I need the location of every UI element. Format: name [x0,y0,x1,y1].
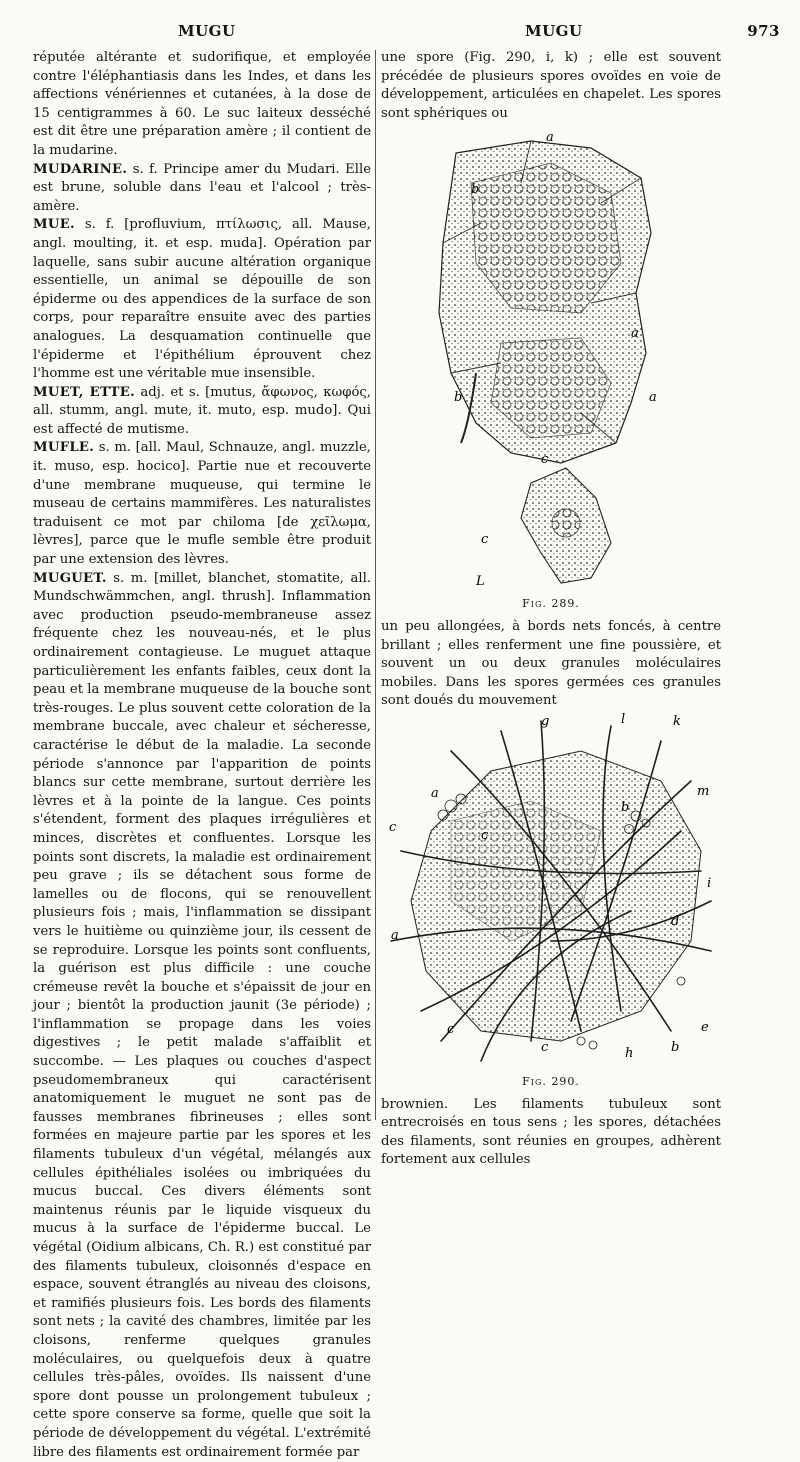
figure-289-illustration [381,123,721,593]
entry-mue [33,216,371,383]
left-column [33,49,371,1462]
headword: MUE. [33,217,75,233]
running-header-left: MUGU [178,22,236,40]
label-b: b [471,182,480,198]
figure-289 [381,123,721,614]
label-a: a [431,785,439,801]
label-L: L [476,574,485,590]
figure-290-caption: Fig. 290. [522,1074,580,1088]
figure-289-caption: Fig. 289. [522,597,580,611]
definition: s. f. [profluvium, πτίλωσις, all. Mause, angl. moulting, it. et esp. muda]. Opération par laquelle, sans subir aucune altération organique essentielle, un animal se dépouille de son épiderme ou des appendices de la surface de son corps, pour reparaître ensuite avec des parties analogues. La desquamation continuelle que l'épiderme et l'épithélium éprouvent chez l'homme est une véritable mue insensible. [33,217,371,382]
label-a: a [631,326,639,342]
paragraph-bottom: brownien. Les filaments tubuleux sont entrecroisés en tous sens ; les spores, détachées des filaments, sont réunies en groupes, adhèrent fortement aux cellules [381,1096,721,1168]
label-k: k [673,713,681,729]
headword: MUDARINE. [33,161,128,177]
label-a: a [546,130,554,146]
definition: s. f. Principe amer du Mudari. Elle est brune, soluble dans l'eau et l'alcool ; très-amère. [33,161,371,214]
continuation-paragraph: réputée altérante et sudorifique, et employée contre l'éléphantiasis dans les Indes, et dans les affections vénériennes et cutanées, à la dose de 15 centigrammes à 60. Le suc laiteux desséché est dit être une préparation amère ; il contient de la mudarine. [33,50,371,158]
definition: s. m. [millet, blanchet, stomatite, all. Mundschwämmchen, angl. thrush]. Inflammation avec production pseudo-membraneuse assez fréquente chez les nouveau-nés, et le plus ordinairement contagieuse. Le muguet attaque particulièrement les enfants faibles, ceux dont la peau et la membrane muqueuse de la bouche sont très-rouges. Le plus souvent cette coloration de la membrane buccale, avec chaleur et sécheresse, caractérise le début de la maladie. La seconde période s'annonce par l'apparition de points blancs sur cette membrane, surtout derrière les lèvres et à la pointe de la langue. Ces points s'étendent, forment des plaques irrégulières et minces, discrètes et confluentes. Lorsque les points sont discrets, la maladie est ordinairement peu grave ; ils se détachent sous forme de lamelles ou de flocons, qui se renouvellent plusieurs fois ; mais, l'inflammation se dissipant vers le huitième ou quinzième jour, ils cessent de se reproduire. Lorsque les points sont confluents, la guérison est plus difficile : une couche crémeuse revêt la bouche et s'épaissit de jour en jour ; bientôt la production jaunit (3e période) ; l'inflammation se propage dans les voies digestives ; le petit malade s'affaiblit et succombe. — Les plaques ou couches d'aspect pseudomembraneux qui caractérisent anatomiquement le muguet ne sont pas de fausses membranes fibrineuses ; elles sont formées en majeure partie par les spores et les filaments tubuleux d'un végétal, mélangés aux cellules épithéliales isolées ou imbriquées du mucus buccal. Ces divers éléments sont maintenus réunis par le liquide visqueux du mucus à la surface de l'épiderme buccal. Le végétal (Oidium albicans, Ch. R.) est constitué par des filaments tubuleux, cloisonnés d'espace en espace, souvent étranglés au niveau des cloisons, et ramifiés plusieurs fois. Les bords des filaments sont nets ; la cavité des chambres, limitée par les cloisons, renferme quelques granules moléculaires, ou quelquefois deux à quatre cellules très-pâles, ovoïdes. Ils naissent d'une spore dont pousse un prolongement tubuleux ; cette spore conserve sa forme, quelle que soit la période de développement du végétal. L'extrémité libre des filaments est ordinairement formée par [33,570,371,1460]
label-b: b [621,799,630,815]
running-header-right: MUGU [525,22,583,40]
label-c: c [481,827,489,843]
label-l: l [621,711,626,727]
label-i: i [707,875,712,891]
label-c: c [481,532,489,548]
label-c: c [541,1039,549,1055]
label-e: e [701,1019,709,1035]
label-a: a [649,390,657,406]
headword: MUGUET. [33,570,107,586]
entry-mudarine [33,161,371,217]
definition: s. m. [all. Maul, Schnauze, angl. muzzle, it. muso, esp. hocico]. Partie nue et recouverte d'une membrane muqueuse, qui termine le museau de certains mammifères. Les naturalistes traduisent ce mot par chiloma [de χεῖλωμα, lèvres], parce que le mufle semble être produit par une extension des lèvres. [33,440,371,568]
label-b: b [454,390,463,406]
label-c: c [389,819,397,835]
right-column [381,49,721,1170]
figure-290-illustration [381,711,721,1071]
headword: MUET, ETTE. [33,384,136,400]
label-a: a [391,927,399,943]
paragraph-top: une spore (Fig. 290, i, k) ; elle est souvent précédée de plusieurs spores ovoïdes en voie de développement, articulées en chapelet. Les spores sont sphériques ou [381,50,721,121]
entry-muguet [33,570,371,1462]
label-c: c [447,1021,455,1037]
column-divider [375,50,376,1120]
entry-muet [33,384,371,440]
headword: MUFLE. [33,440,95,456]
label-c: c [541,452,549,468]
definition: adj. et s. [mutus, ἄφωνος, κωφός, all. stumm, angl. mute, it. muto, esp. mudo]. Qui est affecté de mutisme. [33,384,371,437]
paragraph-middle: un peu allongées, à bords nets foncés, à centre brillant ; elles renferment une fine poussière, et souvent un ou deux granules moléculaires mobiles. Dans les spores germées ces granules sont doués du mouvement [381,618,721,709]
page-number: 973 [747,22,780,40]
label-d: d [671,913,680,929]
label-g: g [541,713,550,729]
figure-290 [381,711,721,1092]
entry-mufle [33,439,371,569]
label-h: h [625,1045,634,1061]
label-b: b [671,1039,680,1055]
label-m: m [697,783,710,799]
